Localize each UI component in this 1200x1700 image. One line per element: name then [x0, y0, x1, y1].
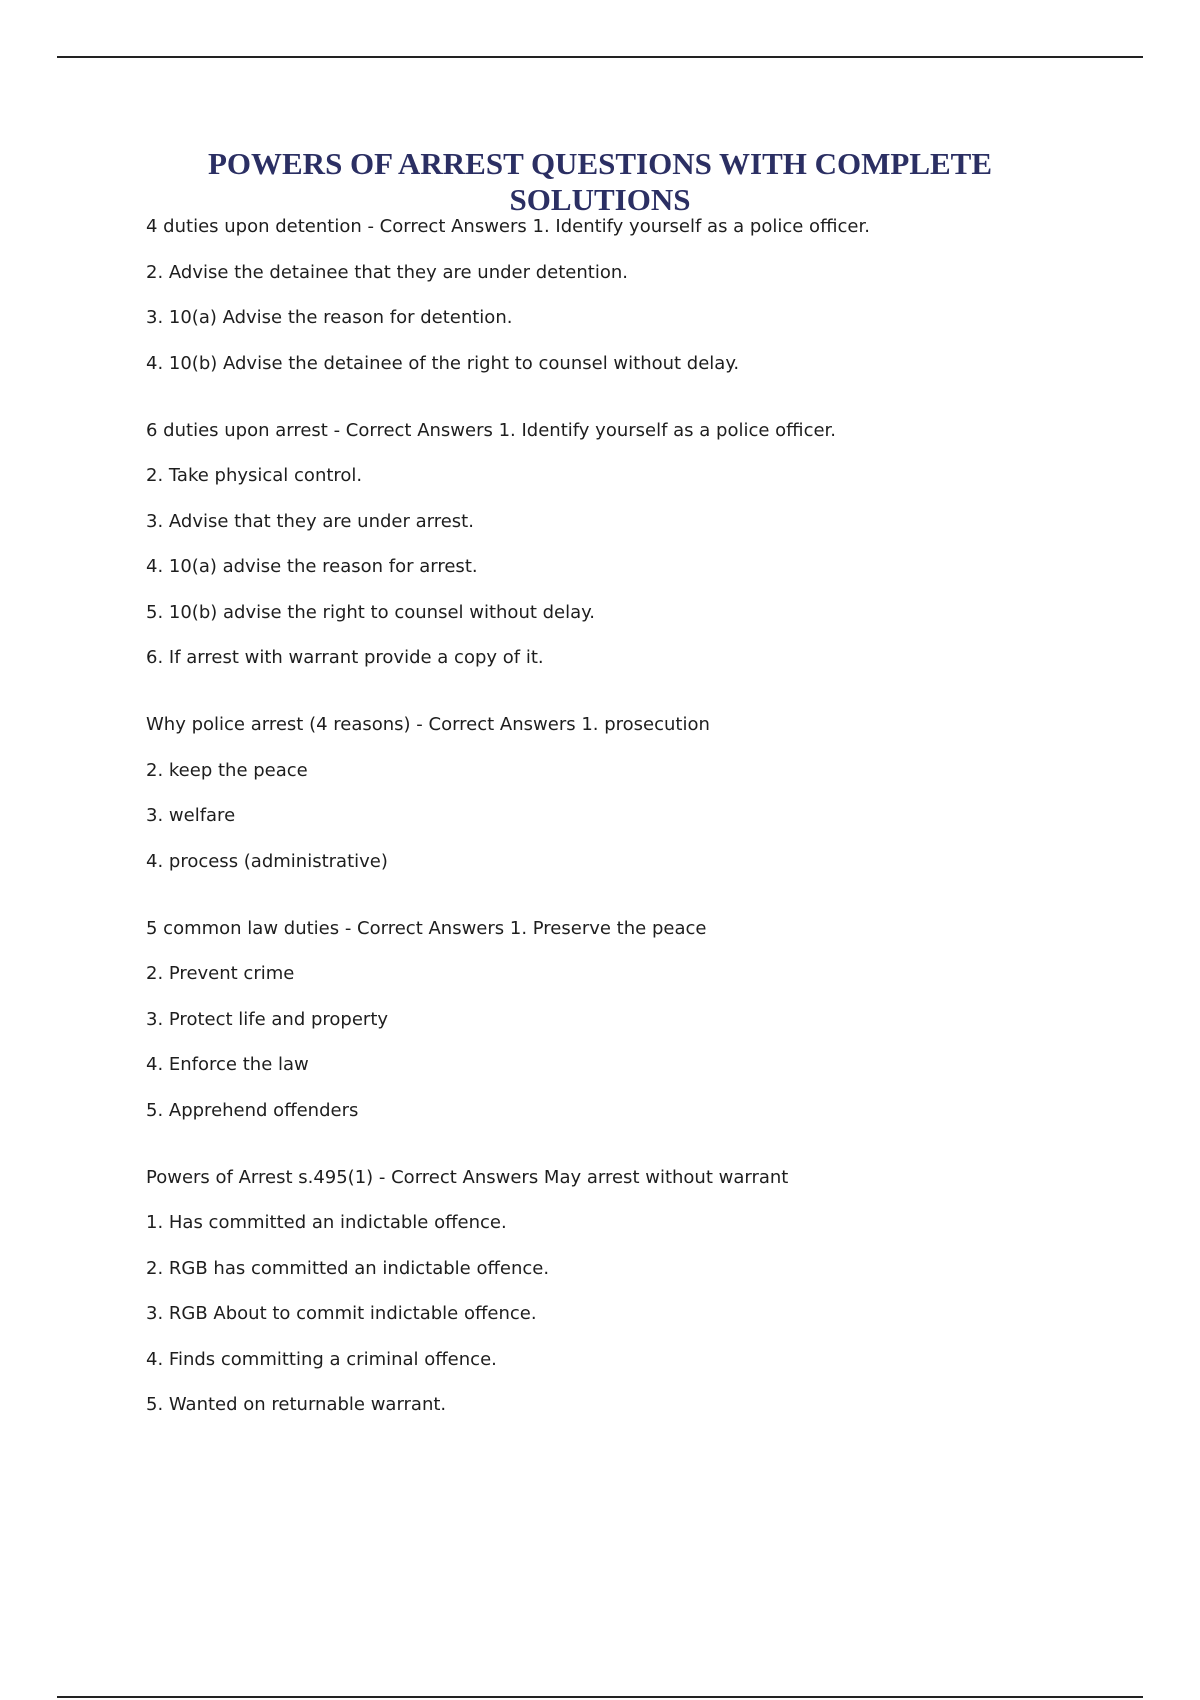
- qa-section-why-arrest: [146, 714, 1096, 873]
- qa-section-powers-of-arrest: [146, 1167, 1096, 1417]
- qa-line: 5 common law duties - Correct Answers 1. Preserve the peace: [146, 917, 707, 939]
- qa-line: 2. RGB has committed an indictable offence.: [146, 1257, 550, 1279]
- qa-line: 4. Enforce the law: [146, 1054, 309, 1075]
- qa-section-common-law-duties: [146, 918, 1096, 1122]
- qa-line: Powers of Arrest s.495(1) - Correct Answers May arrest without warrant: [146, 1166, 789, 1188]
- qa-line: 3. RGB About to commit indictable offence.: [146, 1303, 537, 1324]
- qa-line: 2. Take physical control.: [146, 465, 363, 486]
- qa-line: 4 duties upon detention - Correct Answers 1. Identify yourself as a police officer.: [146, 216, 870, 237]
- qa-line: 3. welfare: [146, 805, 236, 826]
- qa-line: 4. 10(b) Advise the detainee of the right to counsel without delay.: [146, 352, 740, 374]
- bottom-rule: [57, 1696, 1143, 1698]
- document-body: [146, 216, 1096, 1416]
- qa-line: 4. Finds committing a criminal offence.: [146, 1348, 497, 1370]
- qa-line: 5. Apprehend offenders: [146, 1099, 359, 1121]
- qa-line: 4. process (administrative): [146, 850, 388, 872]
- qa-line: 5. Wanted on returnable warrant.: [146, 1394, 447, 1415]
- top-rule: [57, 56, 1143, 58]
- qa-line: 3. 10(a) Advise the reason for detention.: [146, 307, 513, 328]
- qa-line: 2. Prevent crime: [146, 963, 295, 984]
- qa-section-detention-duties: [146, 216, 1096, 375]
- qa-line: 5. 10(b) advise the right to counsel without delay.: [146, 601, 595, 623]
- document-title: POWERS OF ARREST QUESTIONS WITH COMPLETE SOLUTIONS: [207, 146, 993, 217]
- qa-line: 1. Has committed an indictable offence.: [146, 1212, 507, 1233]
- qa-line: 4. 10(a) advise the reason for arrest.: [146, 556, 478, 577]
- qa-line: 6 duties upon arrest - Correct Answers 1. Identify yourself as a police officer.: [146, 419, 837, 441]
- qa-line: 6. If arrest with warrant provide a copy of it.: [146, 647, 544, 668]
- qa-line: 3. Protect life and property: [146, 1008, 389, 1030]
- qa-line: 3. Advise that they are under arrest.: [146, 510, 474, 532]
- qa-line: 2. keep the peace: [146, 759, 308, 781]
- qa-line: 2. Advise the detainee that they are under detention.: [146, 261, 628, 283]
- qa-line: Why police arrest (4 reasons) - Correct Answers 1. prosecution: [146, 714, 710, 735]
- qa-section-arrest-duties: [146, 420, 1096, 670]
